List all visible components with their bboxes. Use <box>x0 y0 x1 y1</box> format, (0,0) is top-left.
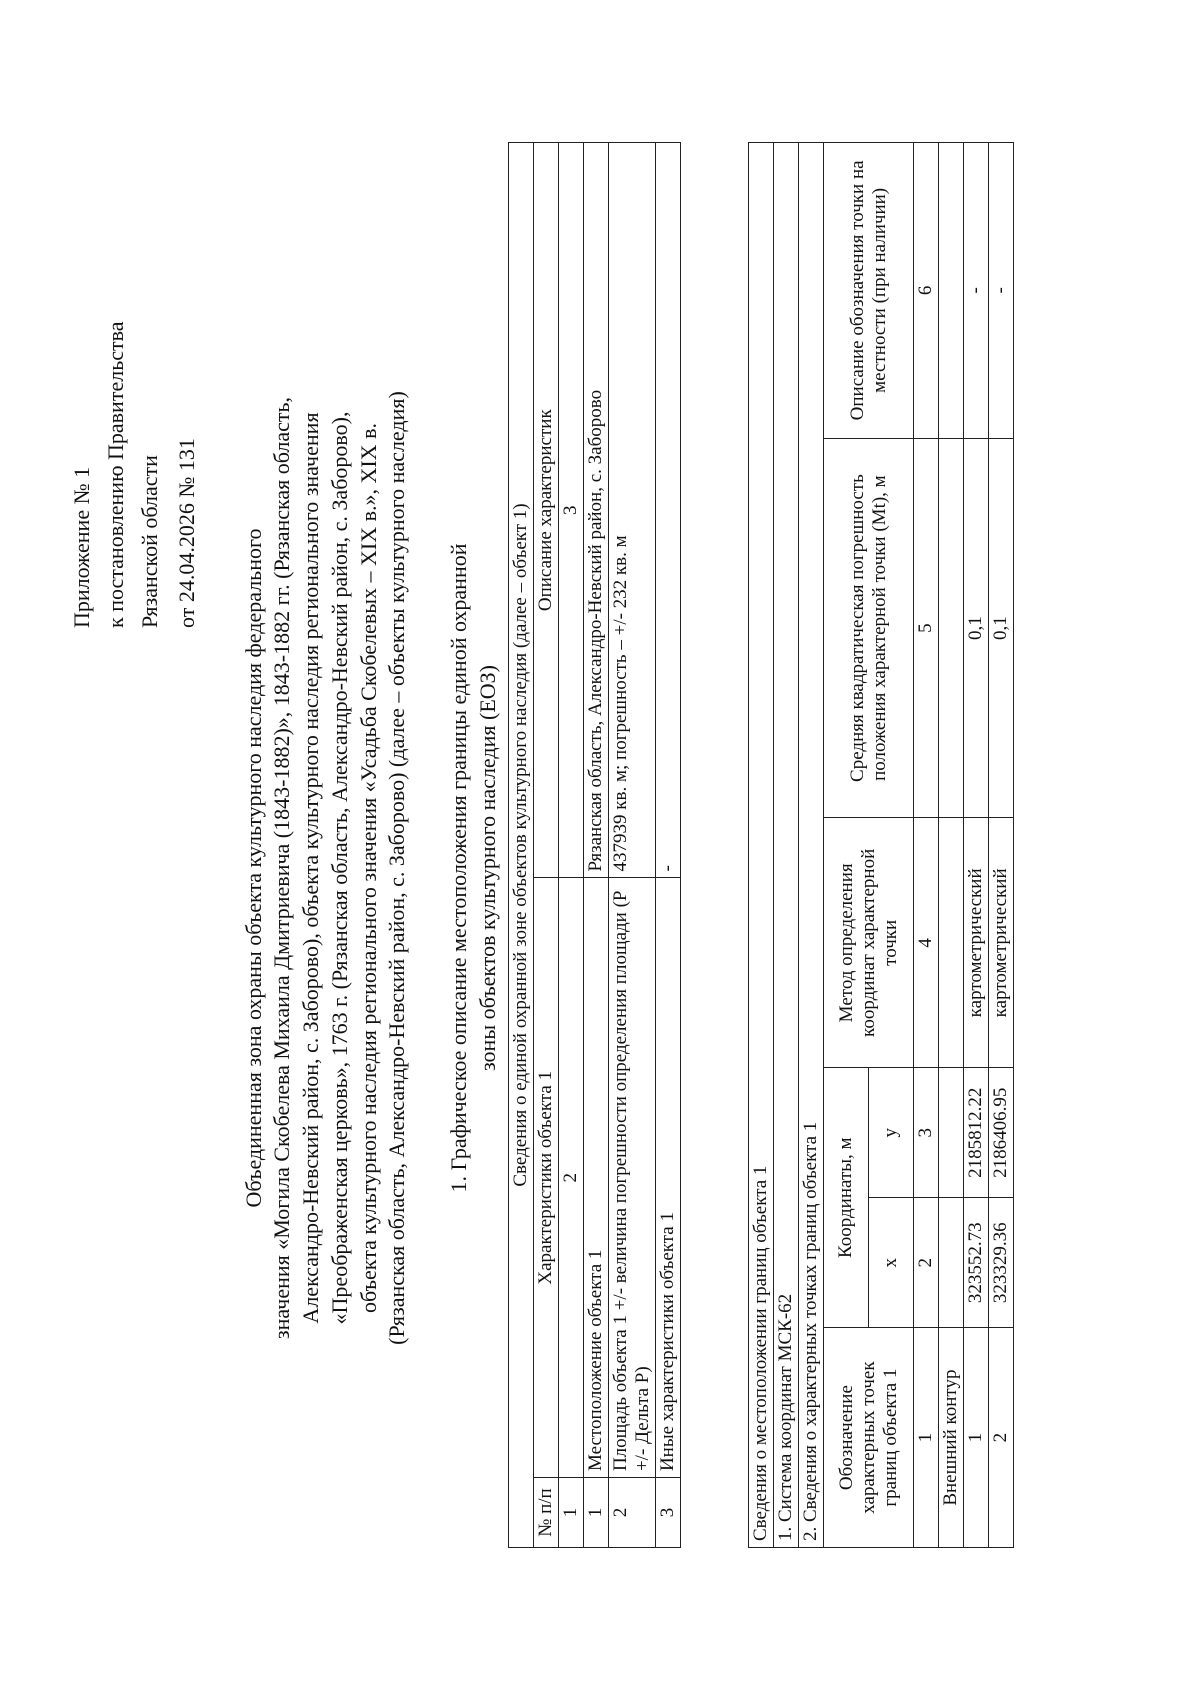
row-number: 3 <box>656 1478 681 1548</box>
column-header-x: x <box>869 1198 914 1328</box>
row-description: 437939 кв. м; погрешность – +/- 232 кв. м <box>609 143 656 878</box>
row-characteristic: Иные характеристики объекта 1 <box>656 878 681 1478</box>
column-header-coordinates: Координаты, м <box>824 1068 869 1328</box>
column-header-num: № п/п <box>534 1478 559 1548</box>
column-number-4: 4 <box>914 818 939 1068</box>
point-description: - <box>989 143 1014 439</box>
header-line-1: Приложение № 1 <box>69 466 94 628</box>
table-coordinates <box>748 142 1014 1548</box>
column-number-2: 2 <box>559 878 584 1478</box>
table-row <box>609 143 656 1548</box>
coordinate-system: 1. Система координат МСК-62 <box>774 143 799 1548</box>
column-number-1: 1 <box>559 1478 584 1548</box>
table-caption: Сведения о единой охранной зоне объектов культурного наследия (далее – объект 1) <box>509 143 534 1548</box>
row-description: - <box>656 143 681 878</box>
title-line-2: значения «Могила Скобелева Михаила Дмитриевича (1843-1882)», 1843-1882 гг. (Рязанская область, <box>269 396 294 1340</box>
row-characteristic: Местоположение объекта 1 <box>584 878 609 1478</box>
title-line-6: (Рязанская область, Александро-Невский район, с. Заборово) (далее – объекты культурного наследия) <box>384 391 409 1345</box>
coordinate-x: 323552.73 <box>964 1198 989 1328</box>
coordinate-y: 2185812.22 <box>964 1068 989 1198</box>
coordinate-y: 2186406.95 <box>989 1068 1014 1198</box>
row-number: 1 <box>584 1478 609 1548</box>
section-heading-line-2: зоны объектов культурного наследия (ЕОЗ) <box>475 665 500 1072</box>
method: картометрический <box>964 818 989 1068</box>
column-header-method: Метод определения координат характерной точки <box>824 818 914 1068</box>
column-header-mt: Средняя квадратическая погрешность положения характерной точки (Mt), м <box>824 438 914 818</box>
method: картометрический <box>989 818 1014 1068</box>
column-number-5: 5 <box>914 438 939 818</box>
header-date: от 24.04.2026 № 131 <box>174 438 199 628</box>
row-characteristic: Площадь объекта 1 +/- величина погрешности определения площади (Р +/- Дельта Р) <box>609 878 656 1478</box>
column-number-1: 1 <box>914 1328 939 1548</box>
title-line-4: «Преображенская церковь», 1763 г. (Рязанская область, Александро-Невский район, с. Заборово), <box>327 411 352 1325</box>
section-heading-line-1: 1. Графическое описание местоположения границы единой охранной <box>446 543 471 1193</box>
column-header-point-description: Описание обозначения точки на местности (при наличии) <box>824 143 914 439</box>
mt-value: 0,1 <box>989 438 1014 818</box>
table-caption: Сведения о местоположении границ объекта 1 <box>749 143 774 1548</box>
points-caption: 2. Сведения о характерных точках границ объекта 1 <box>799 143 824 1548</box>
column-header-point: Обозначение характерных точек границ объекта 1 <box>824 1328 914 1548</box>
column-number-3: 3 <box>914 1068 939 1198</box>
table-object-info <box>508 142 681 1548</box>
table-row <box>989 143 1014 1548</box>
column-header-y: y <box>869 1068 914 1198</box>
contour-label: Внешний контур <box>939 1328 964 1548</box>
table-row <box>964 143 989 1548</box>
table-row <box>656 143 681 1548</box>
column-header-characteristics: Характеристики объекта 1 <box>534 878 559 1478</box>
mt-value: 0,1 <box>964 438 989 818</box>
column-header-description: Описание характеристик <box>534 143 559 878</box>
row-description: Рязанская область, Александро-Невский район, с. Заборово <box>584 143 609 878</box>
title-line-3: Александро-Невский район, с. Заборово), объекта культурного наследия регионального значения <box>298 412 323 1324</box>
title-line-5: объекта культурного наследия регионального значения «Усадьба Скобелевых – XIX в.», XIX в. <box>356 423 381 1313</box>
column-number-6: 6 <box>914 143 939 439</box>
row-number: 2 <box>609 1478 656 1548</box>
point-number: 1 <box>964 1328 989 1548</box>
title-line-1: Объединенная зона охраны объекта культурного наследия федерального <box>241 528 266 1208</box>
table-row <box>584 143 609 1548</box>
point-description: - <box>964 143 989 439</box>
coordinate-x: 323329.36 <box>989 1198 1014 1328</box>
column-number-2: 2 <box>914 1198 939 1328</box>
point-number: 2 <box>989 1328 1014 1548</box>
header-line-3: Рязанской области <box>137 455 162 628</box>
header-line-2: к постановлению Правительства <box>103 321 128 628</box>
column-number-3: 3 <box>559 143 584 878</box>
